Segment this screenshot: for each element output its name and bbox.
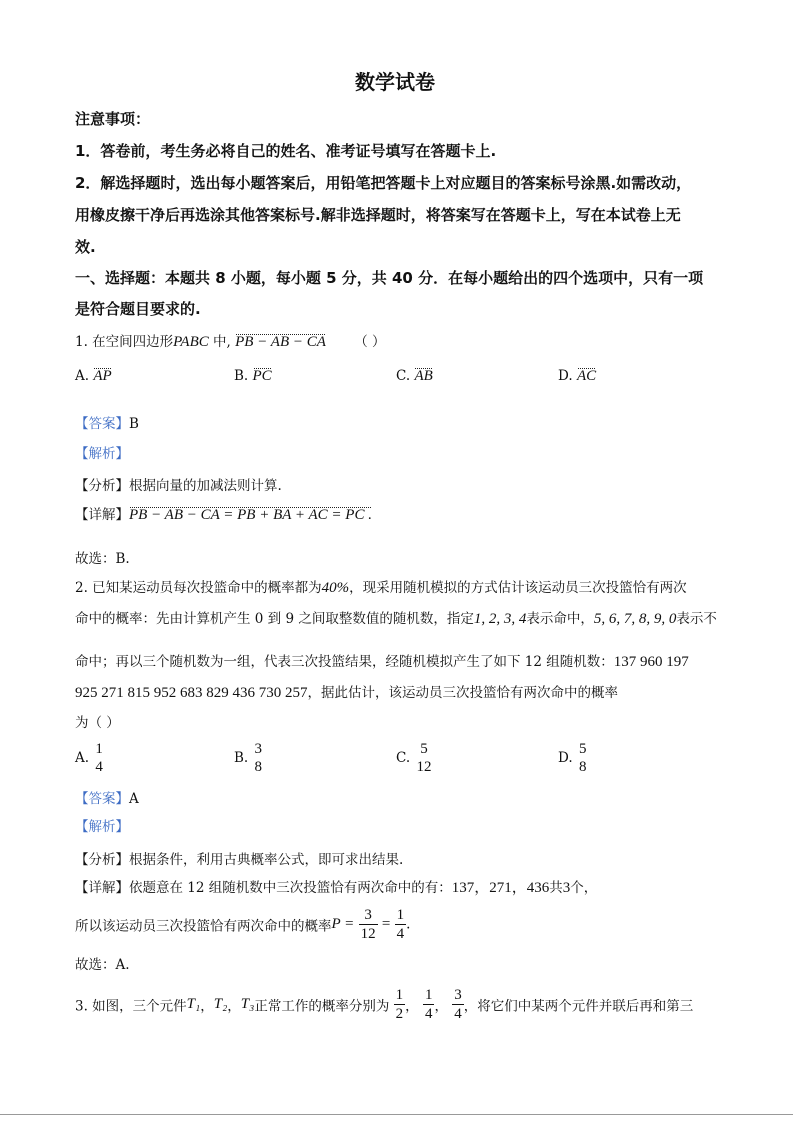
q1-option-c [396, 368, 433, 385]
q2-option-b-letter: B. [234, 750, 249, 766]
q3-t2: T₂ [213, 996, 228, 1012]
q1-option-c-letter: C. [396, 368, 411, 384]
q1-analysis-tag: 【解析】 [75, 446, 129, 462]
q2-probability-line [75, 906, 410, 943]
q2-option-a-num: 1 [95, 741, 103, 757]
q2-option-c-letter: C. [396, 750, 411, 766]
q2-option-c-fraction [414, 740, 433, 776]
q2-hit-digits: 1, 2, 3, 4 [473, 611, 527, 627]
q1-mid: 中, [213, 334, 231, 350]
q1-option-b [234, 368, 272, 385]
q3-comma-3: ， [405, 998, 419, 1015]
notice-item-2-line2: 用橡皮擦干净后再选涂其他答案标号.解非选择题时，将答案写在答题卡上，写在本试卷上无 [75, 206, 681, 224]
q3-f3-num: 3 [454, 987, 462, 1003]
q2-xiangjie-b: 共 [549, 880, 563, 896]
q2-prob-end: . [406, 916, 411, 933]
q2-option-b-fraction [253, 740, 265, 776]
q3-fraction-1 [394, 986, 406, 1023]
q2-xiangjie-nums: 137，271，436 [451, 880, 550, 896]
notice-item-1: 1．答卷前，考生务必将自己的姓名、准考证号填写在答题卡上. [75, 142, 497, 160]
q2-prob-n2: 1 [396, 907, 405, 923]
q1-xiangjie [75, 503, 372, 524]
q2-line2a: 命中的概率：先由计算机产生 0 到 9 之间取整数值的随机数，指定 [75, 611, 474, 627]
q2-line1b: ，现采用随机模拟的方式估计该运动员三次投篮恰有两次 [349, 580, 687, 596]
q1-fenxi-text: 根据向量的加减法则计算. [129, 478, 282, 494]
notice-item-2-line1: 2．解选择题时，选出每小题答案后，用铅笔把答题卡上对应题目的答案标号涂黑.如需改动， [75, 174, 692, 192]
q2-xiangjie [75, 876, 597, 897]
q2-line3-numbers: 137 960 197 [613, 654, 689, 670]
q2-miss-digits: 5, 6, 7, 8, 9, 0 [593, 611, 677, 627]
q1-answer-value: B [129, 416, 139, 432]
q3-t1: T₁ [186, 996, 201, 1012]
q3-mid: 正常工作的概率分别为 [254, 998, 390, 1015]
page-title: 数学试卷 [355, 70, 435, 94]
q2-line2b: 表示命中， [526, 611, 594, 627]
q1-xiangjie-expr: PB − AB − CA = PB + BA + AC = PC . [129, 507, 372, 523]
q3-fraction-2 [423, 986, 435, 1023]
q2-xiangjie-count: 3 [562, 880, 571, 896]
q3-f2-den: 4 [424, 1006, 433, 1022]
q2-option-d [558, 740, 588, 776]
q2-answer-value: A [129, 791, 139, 807]
q1-answer-tag: 【答案】 [75, 416, 129, 432]
section-heading-line2: 是符合题目要求的. [75, 300, 201, 318]
q1-option-a [75, 368, 112, 385]
q2-line4 [75, 681, 618, 702]
q2-option-d-num: 5 [578, 741, 587, 757]
q1-stem [75, 330, 386, 351]
q3-t3: T₃ [240, 996, 255, 1012]
q1-option-b-value: PC [252, 368, 272, 384]
q1-option-a-value: AP [93, 368, 112, 384]
q2-prob-n1: 3 [364, 907, 372, 923]
q2-prob-eq: = [381, 916, 391, 932]
q2-option-c-den: 12 [416, 759, 432, 775]
q2-prob-text: 所以该运动员三次投篮恰有两次命中的概率 [75, 918, 332, 935]
page-bottom-divider [0, 1114, 793, 1115]
q3-prefix: 3. 如图，三个元件 [75, 998, 187, 1015]
q3-comma-4: ， [434, 998, 448, 1015]
q2-option-a-letter: A. [75, 750, 90, 766]
q3-comma-2: ， [227, 998, 241, 1015]
q2-xiangjie-a: 依题意在 12 组随机数中三次投篮恰有两次命中的有： [129, 880, 452, 896]
q2-answer-tag: 【答案】 [75, 791, 129, 807]
q1-xiangjie-tag: 【详解】 [75, 507, 129, 523]
q2-line5: 为（ ） [75, 715, 120, 731]
q2-answer [75, 787, 139, 807]
q2-option-a-den: 4 [95, 759, 103, 775]
q2-prob-d2: 4 [396, 926, 405, 942]
q1-option-b-letter: B. [234, 368, 249, 384]
q3-comma-1: ， [200, 998, 214, 1015]
q2-option-d-letter: D. [558, 750, 573, 766]
q2-fenxi [75, 848, 403, 868]
q1-option-d-value: AC [576, 368, 597, 384]
q1-conclusion: 故选：B. [75, 551, 130, 567]
q1-paren: （ ） [354, 334, 386, 350]
q1-option-d [558, 368, 596, 385]
q1-expression: PB − AB − CA [235, 334, 326, 350]
q2-option-d-fraction [577, 740, 589, 776]
q2-line4b: ，据此估计，该运动员三次投篮恰有两次命中的概率 [307, 685, 618, 701]
q2-prob-d1: 12 [360, 926, 376, 942]
q1-option-a-letter: A. [75, 368, 90, 384]
q2-line2c: 表示不 [676, 611, 717, 627]
q2-xiangjie-tag: 【详解】 [75, 880, 129, 896]
q2-line1a: 2. 已知某运动员每次投篮命中的概率都为 [75, 580, 322, 596]
q2-line4-numbers: 925 271 815 952 683 829 436 730 257 [75, 685, 308, 701]
q1-answer [75, 412, 139, 432]
q2-line1 [75, 576, 687, 597]
q2-option-c-num: 5 [420, 741, 428, 757]
q1-shape: PABC [173, 334, 209, 350]
q2-conclusion: 故选：A. [75, 957, 130, 973]
q2-fenxi-text: 根据条件，利用古典概率公式，即可求出结果. [129, 852, 404, 868]
q2-option-b-num: 3 [254, 741, 263, 757]
q3-f1-den: 2 [395, 1006, 404, 1022]
q2-option-a-fraction [93, 740, 105, 776]
q3-f2-num: 1 [424, 987, 433, 1003]
q2-percent: 40% [321, 580, 350, 596]
q3-stem [75, 986, 693, 1023]
q1-fenxi [75, 474, 282, 494]
section-heading-line1: 一、选择题：本题共 8 小题，每小题 5 分，共 40 分．在每小题给出的四个选项中，只有一项 [75, 269, 704, 287]
notice-heading: 注意事项： [75, 110, 151, 128]
q2-option-c [396, 740, 433, 776]
q3-fraction-3 [452, 986, 464, 1023]
q2-line3a: 命中；再以三个随机数为一组，代表三次投篮结果，经随机模拟产生了如下 12 组随机数： [75, 654, 614, 670]
q3-f3-den: 4 [454, 1006, 462, 1022]
q1-option-c-value: AB [414, 368, 433, 384]
notice-item-2-line3: 效. [75, 238, 96, 256]
q3-f1-num: 1 [395, 987, 404, 1003]
q1-fenxi-tag: 【分析】 [75, 478, 129, 494]
q3-tail: ，将它们中某两个元件并联后再和第三 [463, 998, 694, 1015]
q2-prob-fraction-2 [395, 906, 407, 943]
q2-prob-fraction-1 [359, 906, 378, 943]
q2-option-b-den: 8 [254, 759, 263, 775]
q2-xiangjie-c: 个， [570, 880, 598, 896]
q2-line3 [75, 650, 689, 671]
q2-prob-P: P = [331, 916, 355, 932]
q2-line2 [75, 607, 717, 628]
q2-option-b [234, 740, 264, 776]
q1-prefix: 1. 在空间四边形 [75, 334, 174, 350]
q1-option-d-letter: D. [558, 368, 573, 384]
q2-option-d-den: 8 [578, 759, 587, 775]
q2-option-a [75, 740, 105, 776]
q2-analysis-tag: 【解析】 [75, 819, 129, 835]
q2-fenxi-tag: 【分析】 [75, 852, 129, 868]
